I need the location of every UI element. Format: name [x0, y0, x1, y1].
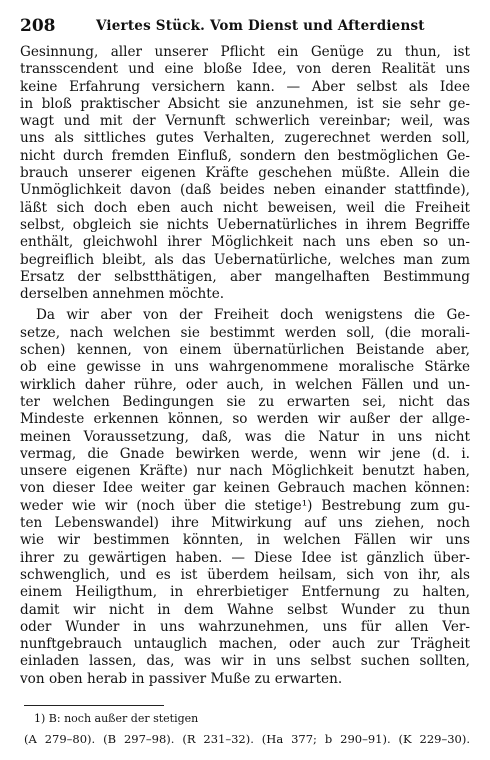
text-line: einem Heiligthum, in ehrerbietiger Entfernung zu halten,: [20, 584, 470, 601]
text-line: läßt sich doch eben auch nicht beweisen, weil die Freiheit: [20, 199, 470, 216]
text-line: unsere eigenen Kräfte) nur nach Möglichkeit benutzt haben,: [20, 463, 470, 480]
text-line: transscendent und eine bloße Idee, von deren Realität uns: [20, 61, 470, 78]
paragraph-1: [20, 44, 470, 303]
text-line: schen) kennen, von einem übernatürlichen Beistande aber,: [20, 342, 470, 359]
text-line: Ersatz der selbstthätigen, aber mangelhaften Bestimmung: [20, 268, 470, 285]
body-text: [20, 44, 470, 688]
text-line: wie wir bestimmen könnten, in welchen Fällen wir uns: [20, 532, 470, 549]
text-line: einladen lassen, das, was wir in uns selbst suchen sollten,: [20, 653, 470, 670]
text-line: von oben herab in passiver Muße zu erwarten.: [20, 670, 343, 687]
text-line: Gesinnung, aller unserer Pflicht ein Genüge zu thun, ist: [20, 44, 470, 60]
text-line: uns als sittliches gutes Verhalten, zugerechnet werden soll,: [20, 130, 470, 147]
footnote: 1) B: noch außer der stetigen: [34, 712, 199, 725]
footnote-rule: [24, 705, 164, 706]
running-title: Viertes Stück. Vom Dienst und Afterdienst: [96, 18, 425, 34]
text-line: weder wie wir (noch über die stetige¹) Bestrebung zum gu-: [20, 497, 470, 514]
text-line: ter welchen Bedingungen sie zu erwarten sei, nicht das: [20, 393, 470, 410]
text-line: ten Lebenswandel) ihre Mitwirkung auf uns ziehen, noch: [20, 515, 470, 532]
text-line: meinen Voraussetzung, daß, was die Natur in uns nicht: [20, 428, 470, 445]
text-line: Da wir aber von der Freiheit doch wenigstens die Ge-: [36, 307, 470, 324]
text-line: wirklich daher rühre, oder auch, in welchen Fällen und un-: [20, 376, 470, 393]
text-line: schwenglich, und es ist überdem heilsam, sich von ihr, als: [20, 566, 470, 583]
paragraph-2: [20, 307, 470, 688]
text-line: nicht durch fremden Einfluß, sondern den bestmöglichen Ge-: [20, 147, 470, 164]
text-line: enthält, gleichwohl ihrer Möglichkeit nach uns eben so un-: [20, 234, 470, 251]
page-header: [20, 16, 466, 36]
text-line: Unmöglichkeit davon (daß beides neben einander stattfinde),: [20, 182, 470, 199]
text-line: brauch unserer eigenen Kräfte geschehen müßte. Allein die: [20, 165, 470, 182]
text-line: in bloß praktischer Absicht sie anzunehmen, ist sie sehr ge-: [20, 95, 470, 112]
text-line: wagt und mit der Vernunft schwerlich vereinbar; weil, was: [20, 113, 470, 130]
text-line: selbst, obgleich sie nichts Uebernatürliches in ihrem Begriffe: [20, 216, 470, 233]
text-line: damit wir nicht in dem Wahne selbst Wunder zu thun: [20, 601, 470, 618]
text-line: keine Erfahrung versichern kann. — Aber selbst als Idee: [20, 78, 470, 95]
page-number: 208: [20, 16, 56, 36]
text-line: Mindeste erkennen können, so werden wir außer der allge-: [20, 411, 470, 428]
text-line: begreiflich bleibt, als das Uebernatürliche, welches man zum: [20, 251, 470, 268]
text-line: von dieser Idee weiter gar keinen Gebrauch machen können:: [20, 480, 470, 497]
text-line: oder Wunder in uns wahrzunehmen, uns für allen Ver-: [20, 618, 470, 635]
text-line: ob eine gewisse in uns wahrgenommene moralische Stärke: [20, 359, 470, 376]
text-line: nunftgebrauch untauglich machen, oder auch zur Trägheit: [20, 636, 470, 653]
edition-references: (A 279–80). (B 297–98). (R 231–32). (Ha 377; b 290–91). (K 229–30).: [24, 732, 470, 746]
text-line: derselben annehmen möchte.: [20, 286, 225, 303]
text-line: vermag, die Gnade bewirken werde, wenn wir jene (d. i.: [20, 445, 470, 462]
text-line: ihrer zu gewärtigen haben. — Diese Idee ist gänzlich über-: [20, 549, 470, 566]
text-line: setze, nach welchen sie bestimmt werden soll, (die morali-: [20, 324, 470, 341]
